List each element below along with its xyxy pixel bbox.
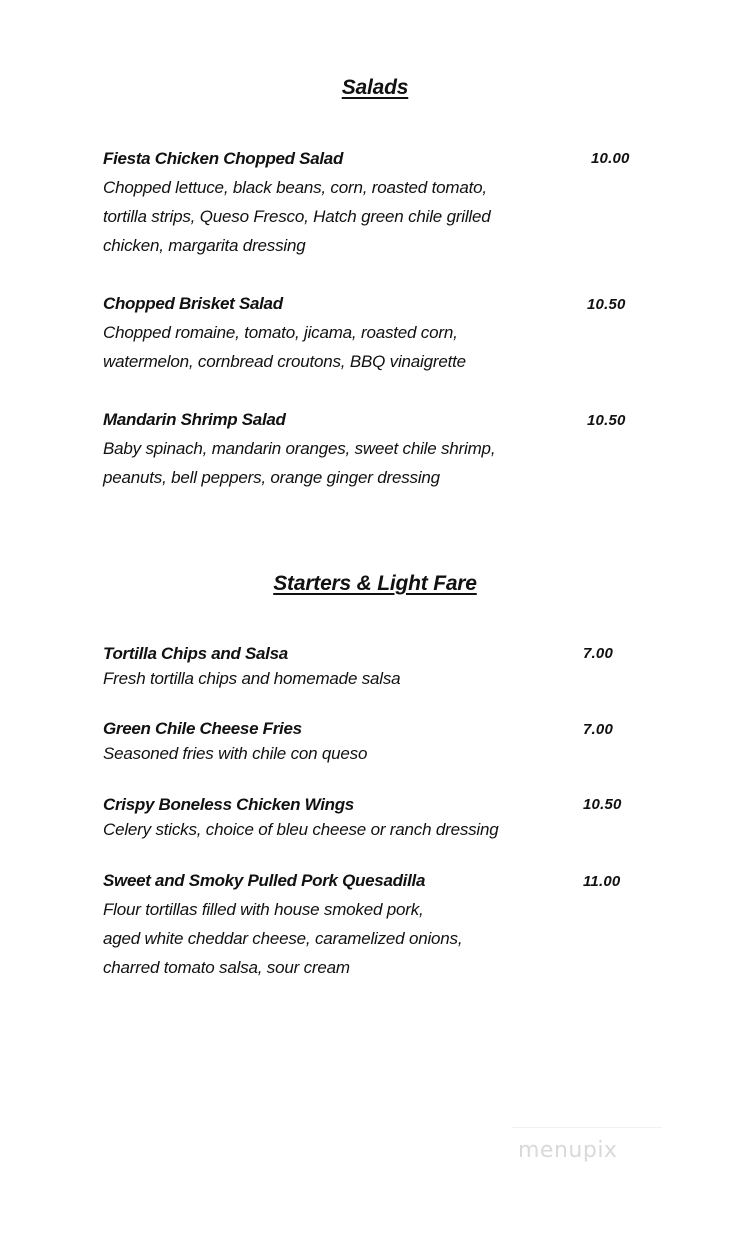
menu-item	[103, 792, 663, 842]
menu-item-description: Celery sticks, choice of bleu cheese or ranch dressing	[103, 820, 499, 839]
menu-item-price: 11.00	[583, 873, 621, 890]
menu-item	[103, 641, 663, 691]
menu-item-description: Fresh tortilla chips and homemade salsa	[103, 669, 401, 688]
menu-item	[103, 289, 663, 376]
menu-item-price: 7.00	[583, 645, 613, 662]
section-title-salads: Salads	[341, 76, 409, 99]
menu-item-name: Crispy Boneless Chicken Wings	[103, 795, 354, 814]
menu-item	[103, 866, 663, 982]
menu-item-description: Baby spinach, mandarin oranges, sweet chile shrimp, peanuts, bell peppers, orange ginger dressing	[103, 439, 496, 487]
menu-item-description: Flour tortillas filled with house smoked pork, aged white cheddar cheese, caramelized onions, charred tomato salsa, sour cream	[103, 900, 463, 977]
watermark	[512, 1127, 662, 1178]
menu-item-name: Tortilla Chips and Salsa	[103, 644, 288, 663]
menu-item-name: Chopped Brisket Salad	[103, 294, 283, 313]
section-title-starters: Starters & Light Fare	[273, 572, 477, 595]
watermark-text: menupix	[518, 1138, 618, 1163]
menu-item-description: Chopped romaine, tomato, jicama, roasted corn, watermelon, cornbread croutons, BBQ vinaigrette	[103, 323, 466, 371]
menu-item-name: Fiesta Chicken Chopped Salad	[103, 149, 344, 168]
menu-item-price: 10.50	[587, 412, 626, 429]
menu-item	[103, 405, 663, 492]
menu-item-name: Mandarin Shrimp Salad	[103, 410, 286, 429]
menu-item-name: Sweet and Smoky Pulled Pork Quesadilla	[103, 871, 426, 890]
menu-item-description: Seasoned fries with chile con queso	[103, 744, 368, 763]
menu-item	[103, 716, 663, 766]
menu-item	[103, 144, 663, 260]
menu-item-price: 10.50	[587, 296, 626, 313]
menu-item-price: 10.50	[583, 796, 622, 813]
menu-item-description: Chopped lettuce, black beans, corn, roasted tomato, tortilla strips, Queso Fresco, Hatch green chile grilled chicken, margarita dressing	[103, 178, 491, 255]
menu-item-price: 7.00	[583, 721, 613, 738]
menu-item-price: 10.00	[591, 150, 630, 167]
menu-item-name: Green Chile Cheese Fries	[103, 719, 302, 738]
